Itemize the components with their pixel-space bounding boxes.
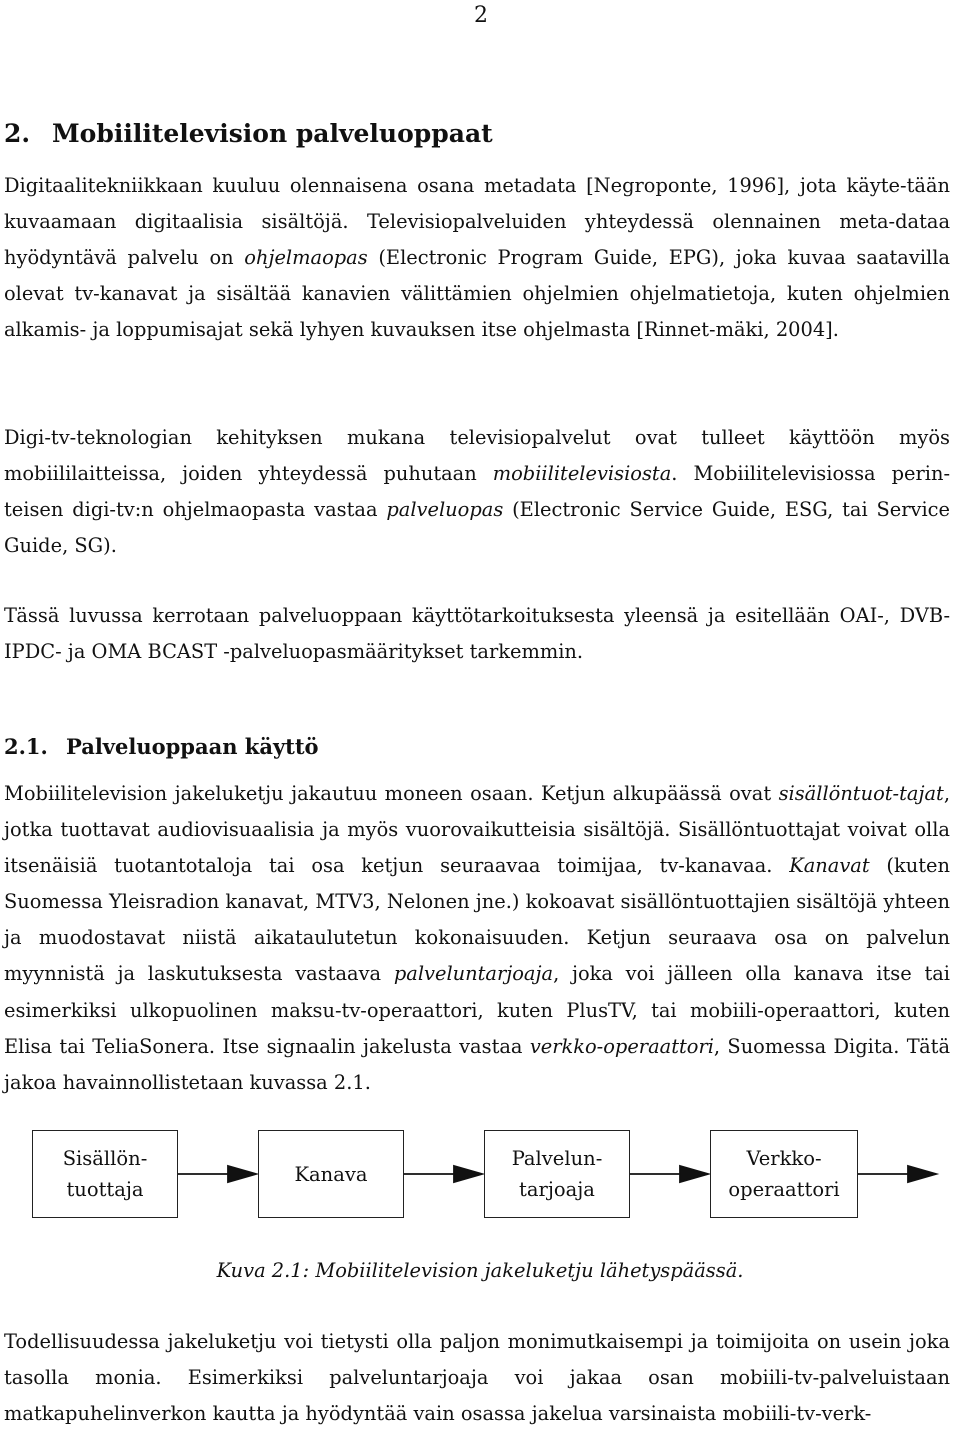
paragraph-text: (Electronic Program Guide, EPG), joka kuvaa saatavilla olevat tv-kanavat ja sisältää kanavien välittämien ohjelmien ohjelmatietoja, kuten ohjelmien alkamis- ja loppumisajat sekä lyhyen kuvauksen itse ohjelmasta [Rinnet-mäki, 2004]. [4,246,950,342]
paragraph-text: , joka voi jälleen olla kanava itse tai esimerkiksi ulkopuolinen maksu-tv-operaattori, kuten PlusTV, tai mobiili-operaattori, kuten Elisa tai TeliaSonera. Itse signaalin jakelusta vastaa [4,962,950,1058]
section-number: 2. [4,119,31,148]
box-channel [258,1130,404,1218]
box-content-producer [32,1130,178,1218]
emphasis-term: Kanavat [789,854,870,878]
box-service-provider [484,1130,630,1218]
emphasis-term: sisällöntuot-tajat [778,782,944,805]
distribution-chain-figure [0,1130,960,1230]
subsection-number: 2.1. [4,734,48,759]
emphasis-term: mobiilitelevisiosta [492,462,672,486]
paragraph-text: (Electronic Service Guide, ESG, tai Service Guide, SG). [4,498,950,558]
box-label-line: operaattori [728,1178,840,1201]
emphasis-term: palveluopas [386,498,504,522]
figure-caption: Kuva 2.1: Mobiilitelevision jakeluketju lähetyspäässä. [216,1259,744,1282]
box-label-line: Verkko- [746,1147,822,1170]
emphasis-term: ohjelmaopas [244,246,368,270]
arrow-head [454,1166,482,1182]
box-label-line: tarjoaja [519,1178,595,1201]
section-title: Mobiilitelevision palveluoppaat [52,119,493,148]
box-network-operator [710,1130,858,1218]
paragraph-text: Mobiilitelevision jakeluketju jakautuu moneen osaan. Ketjun alkupäässä ovat [4,782,779,805]
box-label-line: Palvelun- [511,1147,603,1170]
section-heading [4,118,493,150]
subsection-title: Palveluoppaan käyttö [66,734,319,759]
box-label-line: Kanava [294,1162,368,1186]
paragraph-text: Tässä luvussa kerrotaan palveluoppaan käyttötarkoituksesta yleensä ja esitellään OAI-, DVB-IPDC- ja OMA BCAST -palveluopasmääritykset tarkemmin. [4,604,950,664]
paragraph-text: (kuten Suomessa Yleisradion kanavat, MTV3, Nelonen jne.) kokoavat sisällöntuottajien sisältöjä yhteen ja muodostavat niistä aikataulutetun kokonaisuuden. Ketjun seuraava osa on palvelun myynnistä ja laskutuksesta vastaava [4,854,950,986]
box-label-line: Sisällön- [62,1147,148,1170]
box-label-line: tuottaja [66,1178,144,1201]
paragraph-text: Todellisuudessa jakeluketju voi tietysti olla paljon monimutkaisempi ja toimijoita on usein joka tasolla monia. Esimerkiksi palveluntarjoaja voi jakaa osan mobiili-tv-palveluistaan matkapuhelinverkon kautta ja hyödyntää vain osassa jakelua varsinaista mobiili-tv-verk- [4,1330,950,1426]
paragraph-text: Digi-tv-teknologian kehityksen mukana televisiopalvelut ovat tulleet käyttöön myös mobiililaitteissa, joiden yhteydessä puhutaan [4,426,950,486]
arrow-head [228,1166,256,1182]
subsection-heading [4,731,319,763]
emphasis-term: verkko-operaattori [529,1034,714,1058]
arrow-head [908,1166,936,1182]
paragraph-chapter-intro [4,598,950,670]
paragraph-text: . Mobiilitelevisiossa perin-teisen digi-tv:n ohjelmaopasta vastaa [4,462,950,522]
arrow-head [680,1166,708,1182]
paragraph-text: , Suomessa Digita. Tätä jakoa havainnollistetaan kuvassa 2.1. [4,1034,951,1094]
paragraph-metadata [4,168,950,348]
paragraph-complexity [4,1324,950,1432]
paragraph-mobile-tv [4,420,950,564]
emphasis-term: palveluntarjoaja [393,962,554,986]
page-number: 2 [474,3,488,28]
paragraph-text: , jotka tuottavat audiovisuaalisia ja myös vuorovaikutteisia sisältöjä. Sisällöntuottajat voivat olla itsenäisiä tuotantotaloja tai osa ketjun seuraavaa toimijaa, tv-kanavaa. [4,782,950,878]
paragraph-text: Digitaalitekniikkaan kuuluu olennaisena osana metadata [Negroponte, 1996], jota käyte-tään kuvaamaan digitaalisia sisältöjä. Televisiopalveluiden yhteydessä olennainen meta-dataa hyödyntävä palvelu on [4,174,950,270]
paragraph-distribution-chain [4,776,950,1101]
